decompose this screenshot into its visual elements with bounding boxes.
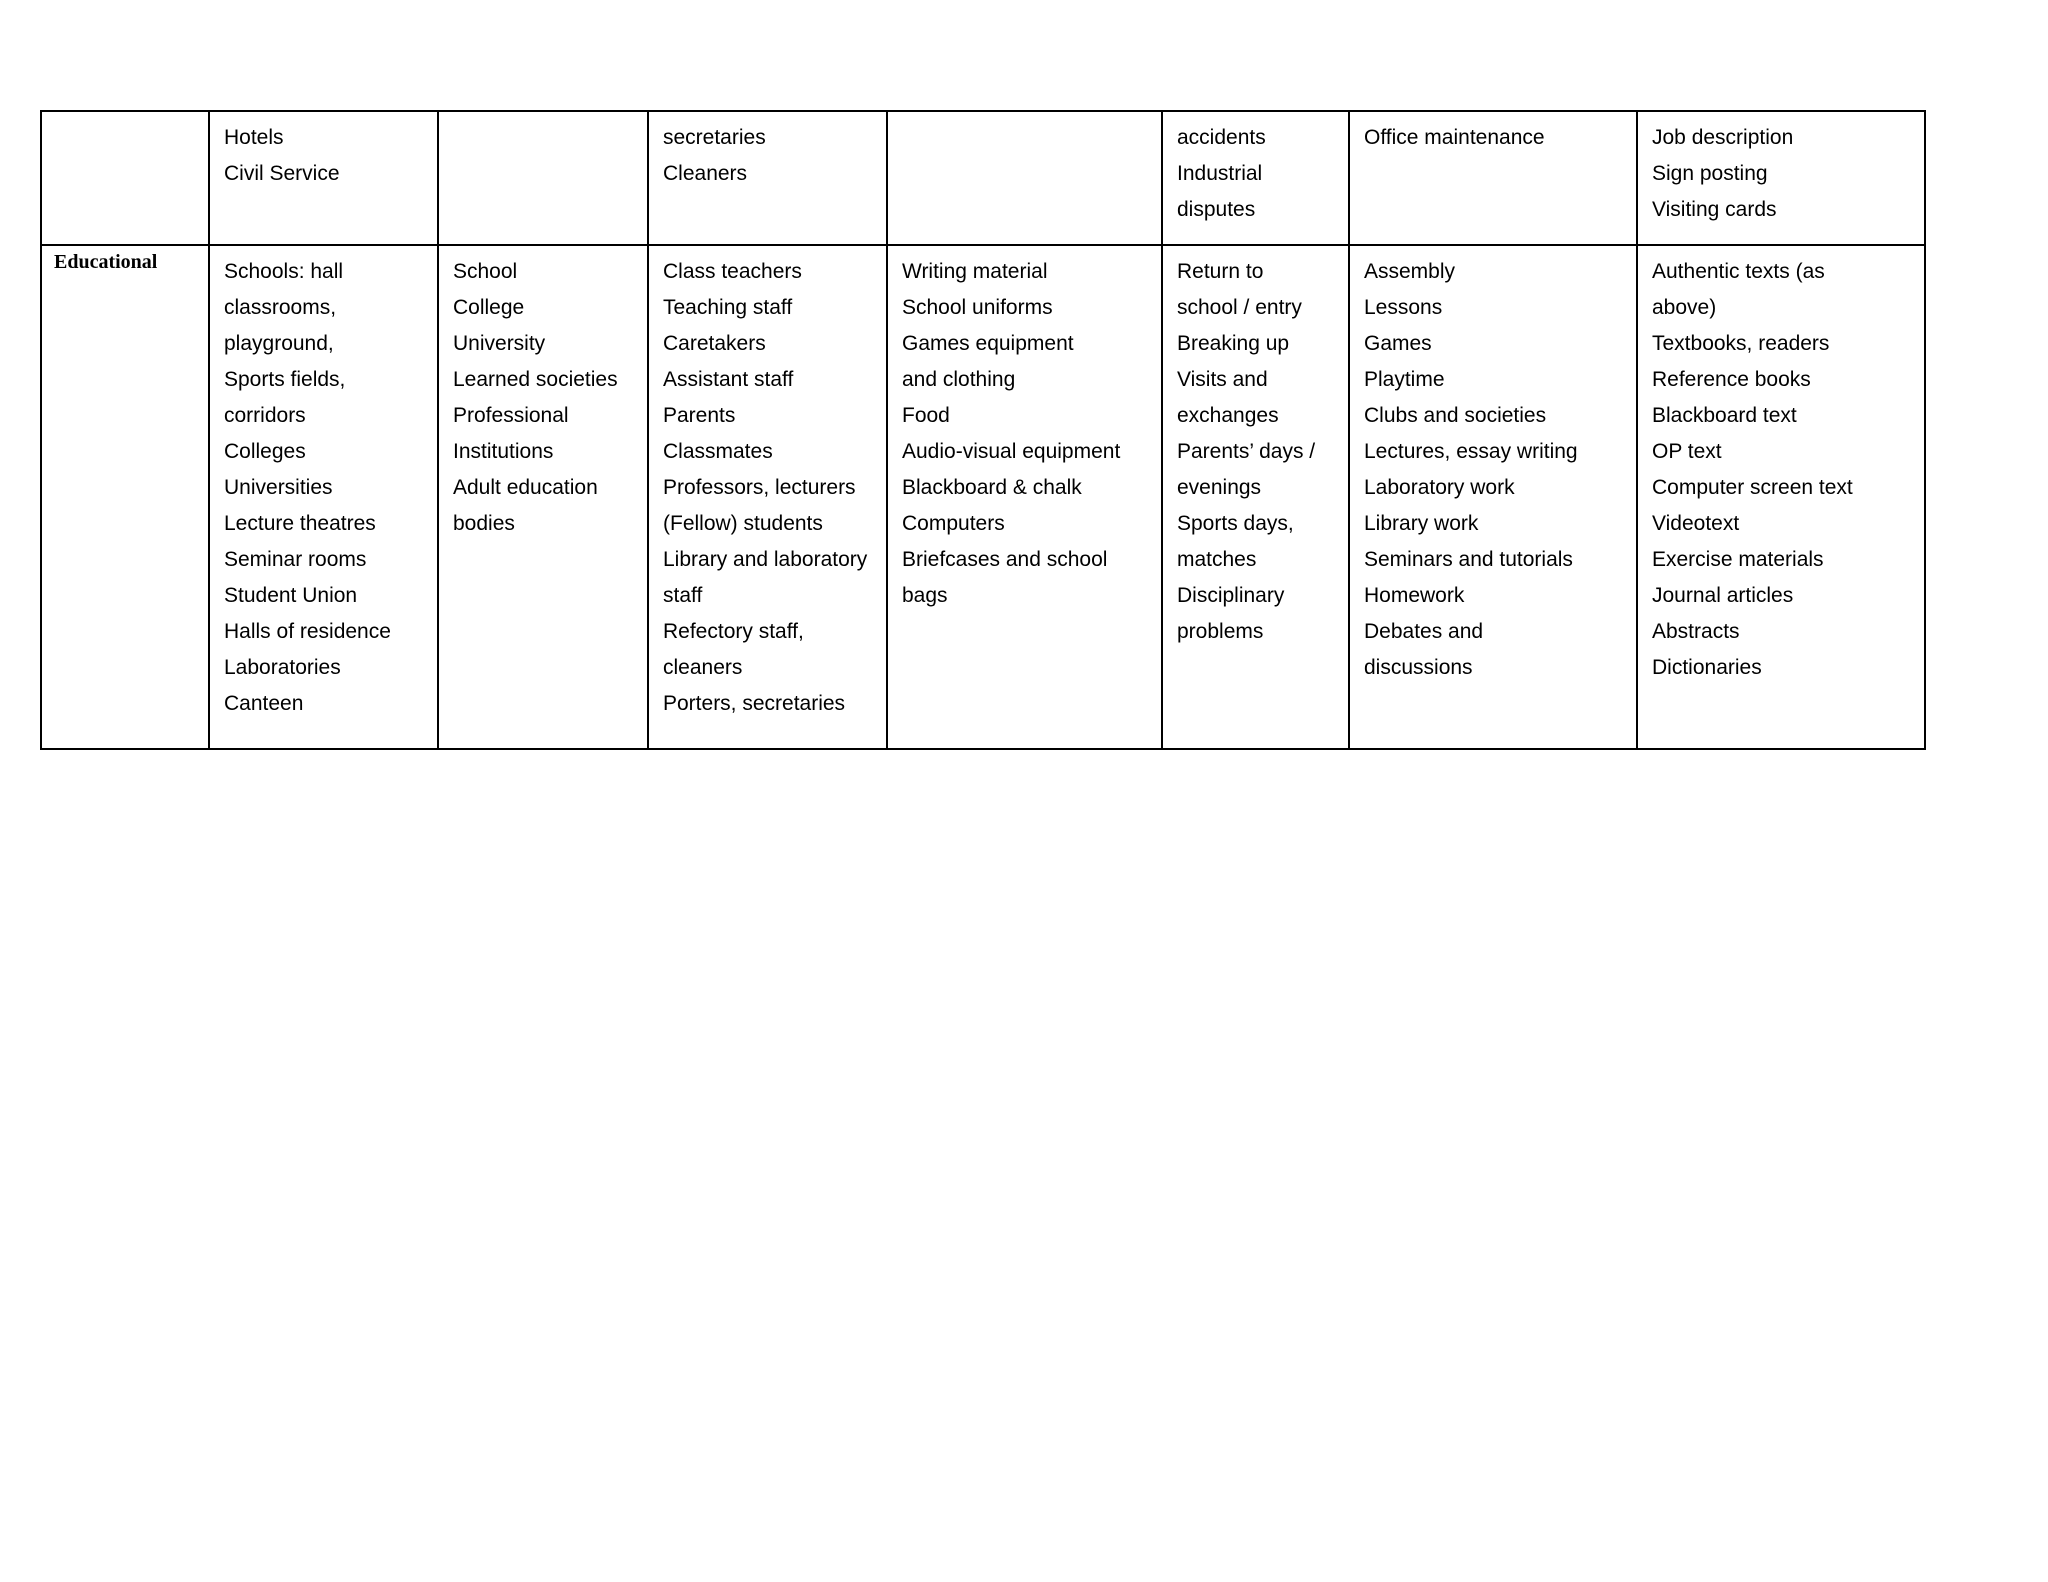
cell-line: Homework — [1364, 584, 1465, 607]
cell-line: Briefcases and school — [902, 548, 1108, 571]
cell-line: classrooms, — [224, 296, 337, 319]
cell-line: University — [453, 332, 546, 355]
cell-line: Schools: hall — [224, 260, 344, 283]
cell-line: School — [453, 260, 518, 283]
cell-line: Parents — [663, 404, 736, 427]
cell-line: Learned societies — [453, 368, 618, 391]
cell-line: Audio-visual equipment — [902, 440, 1121, 463]
cell-line: school / entry — [1177, 296, 1302, 319]
cell-line: Abstracts — [1652, 620, 1740, 643]
cell-line: Textbooks, readers — [1652, 332, 1830, 355]
cell-line: Job description — [1652, 126, 1794, 149]
cell-line: corridors — [224, 404, 306, 427]
cell-line: Videotext — [1652, 512, 1740, 535]
cell-line: Refectory staff, — [663, 620, 804, 643]
cell-line: Lecture theatres — [224, 512, 376, 535]
cell-line: Visits and — [1177, 368, 1268, 391]
objects-cell — [887, 245, 1162, 749]
cell-line: Writing material — [902, 260, 1048, 283]
cell-line: playground, — [224, 332, 334, 355]
cell-line: Civil Service — [224, 162, 340, 185]
persons-cell — [648, 245, 887, 749]
cell-line: Visiting cards — [1652, 198, 1777, 221]
cell-line: Assistant staff — [663, 368, 794, 391]
table-row-top — [41, 111, 1925, 245]
cell-line: problems — [1177, 620, 1264, 643]
cell-line: Assembly — [1364, 260, 1456, 283]
domains-table — [40, 110, 1926, 750]
cell-line: Seminar rooms — [224, 548, 367, 571]
cell-line: matches — [1177, 548, 1257, 571]
cell-line: and clothing — [902, 368, 1016, 391]
cell-line: cleaners — [663, 656, 743, 679]
cell-line: Adult education — [453, 476, 598, 499]
operations-cell — [1349, 111, 1637, 245]
cell-line: bodies — [453, 512, 515, 535]
cell-line: Laboratory work — [1364, 476, 1515, 499]
cell-line: Library and laboratory — [663, 548, 868, 571]
cell-line: Lessons — [1364, 296, 1443, 319]
cell-line: Caretakers — [663, 332, 766, 355]
cell-line: College — [453, 296, 525, 319]
cell-line: discussions — [1364, 656, 1473, 679]
domain-cell: Educational — [41, 245, 209, 749]
cell-line: Food — [902, 404, 950, 427]
table-row-educational — [41, 245, 1925, 749]
operations-cell — [1349, 245, 1637, 749]
cell-line: Computer screen text — [1652, 476, 1853, 499]
cell-line: staff — [663, 584, 703, 607]
cell-line: Professors, lecturers — [663, 476, 856, 499]
cell-line: secretaries — [663, 126, 766, 149]
cell-line: Industrial — [1177, 162, 1263, 185]
cell-line: disputes — [1177, 198, 1256, 221]
cell-line: above) — [1652, 296, 1717, 319]
cell-line: Teaching staff — [663, 296, 793, 319]
cell-line: Library work — [1364, 512, 1479, 535]
cell-line: Debates and — [1364, 620, 1484, 643]
cell-line: Games equipment — [902, 332, 1074, 355]
events-cell — [1162, 245, 1349, 749]
cell-line: Reference books — [1652, 368, 1811, 391]
cell-line: Porters, secretaries — [663, 692, 846, 715]
cell-line: School uniforms — [902, 296, 1053, 319]
cell-line: Universities — [224, 476, 333, 499]
cell-line: OP text — [1652, 440, 1722, 463]
cell-line: Colleges — [224, 440, 306, 463]
cell-line: Dictionaries — [1652, 656, 1762, 679]
cell-line: Disciplinary — [1177, 584, 1285, 607]
events-cell — [1162, 111, 1349, 245]
locations-cell — [209, 111, 438, 245]
institutions-cell — [438, 111, 648, 245]
cell-line: Laboratories — [224, 656, 341, 679]
cell-line: Clubs and societies — [1364, 404, 1547, 427]
cell-line: Journal articles — [1652, 584, 1794, 607]
cell-line: bags — [902, 584, 948, 607]
cell-line: Lectures, essay writing — [1364, 440, 1578, 463]
cell-line: Seminars and tutorials — [1364, 548, 1573, 571]
cell-line: Classmates — [663, 440, 773, 463]
cell-line: Student Union — [224, 584, 358, 607]
cell-line: Authentic texts (as — [1652, 260, 1825, 283]
persons-cell — [648, 111, 887, 245]
cell-line: Sports fields, — [224, 368, 346, 391]
cell-line: Blackboard & chalk — [902, 476, 1082, 499]
domain-cell — [41, 111, 209, 245]
cell-line: Games — [1364, 332, 1432, 355]
texts-cell — [1637, 111, 1925, 245]
cell-line: Office maintenance — [1364, 126, 1545, 149]
institutions-cell — [438, 245, 648, 749]
cell-line: Sports days, — [1177, 512, 1294, 535]
cell-line: Computers — [902, 512, 1005, 535]
cell-line: Breaking up — [1177, 332, 1290, 355]
cell-line: evenings — [1177, 476, 1262, 499]
texts-cell — [1637, 245, 1925, 749]
cell-line: Halls of residence — [224, 620, 391, 643]
cell-line: Canteen — [224, 692, 304, 715]
cell-line: Sign posting — [1652, 162, 1768, 185]
cell-line: Playtime — [1364, 368, 1445, 391]
cell-line: exchanges — [1177, 404, 1279, 427]
cell-line: Hotels — [224, 126, 284, 149]
cell-line: Professional — [453, 404, 569, 427]
cell-line: Return to — [1177, 260, 1264, 283]
cell-line: Blackboard text — [1652, 404, 1797, 427]
cell-line: (Fellow) students — [663, 512, 823, 535]
cell-line: Class teachers — [663, 260, 802, 283]
cell-line: Cleaners — [663, 162, 748, 185]
cell-line: accidents — [1177, 126, 1266, 149]
cell-line: Institutions — [453, 440, 554, 463]
cell-line: Parents’ days / — [1177, 440, 1316, 463]
locations-cell — [209, 245, 438, 749]
cell-line: Exercise materials — [1652, 548, 1824, 571]
objects-cell — [887, 111, 1162, 245]
